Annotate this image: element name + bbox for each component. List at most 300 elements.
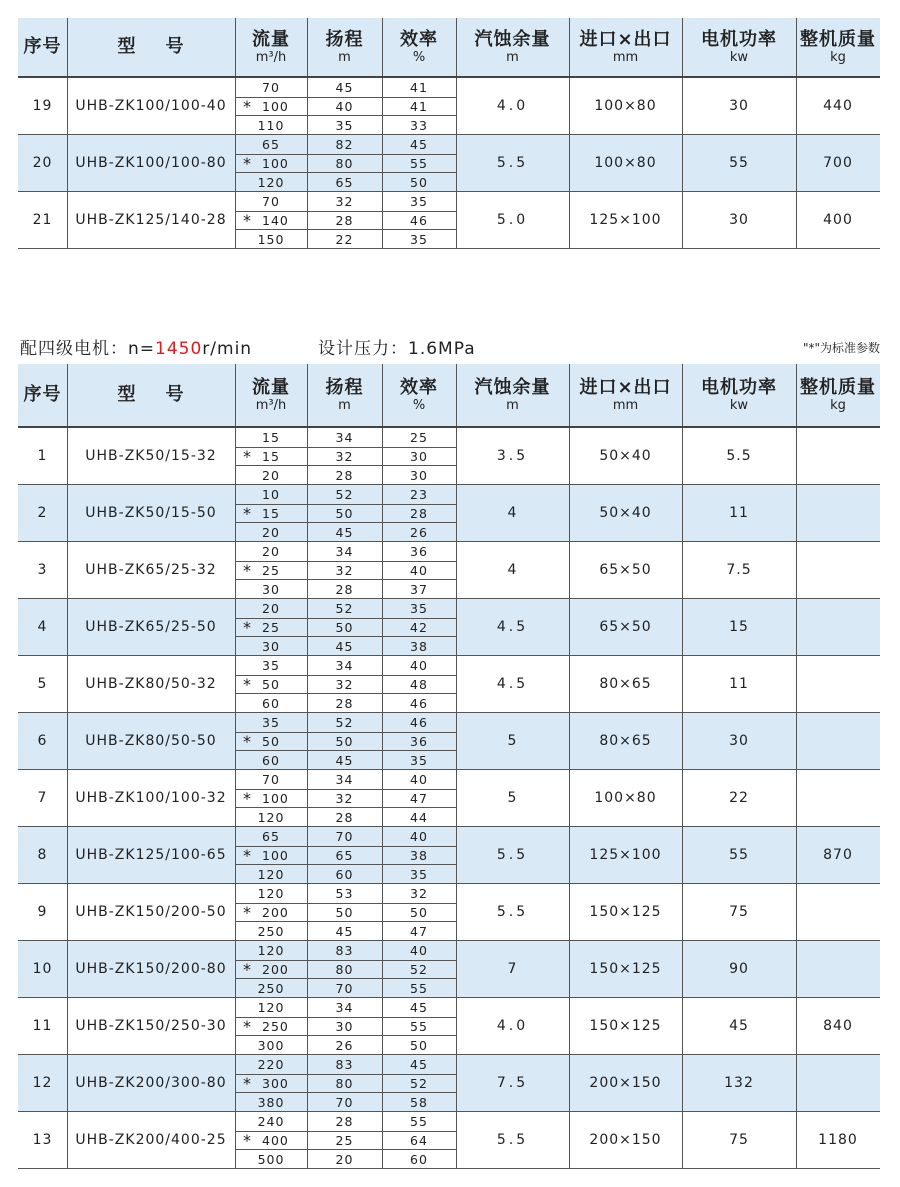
sub-eff-value: 64 [382,1131,456,1150]
sub-head-value: 32 [307,789,382,808]
cell-head [307,1055,382,1111]
sub-eff-value: 55 [410,981,428,996]
cell-head [307,884,382,940]
cell-inout: 100×80 [594,790,657,806]
flow-value: 100 [262,156,289,171]
sub-eff-value: 55 [410,1114,428,1129]
cell-npsh: 5.5 [496,1132,529,1148]
table-row [18,542,880,599]
cell-power: 7.5 [726,562,752,578]
cell-inout: 125×100 [589,212,662,228]
header-head [307,18,382,76]
sub-eff-value: 40 [382,561,456,580]
cell-seq: 4 [37,619,48,635]
sub-eff-value: 41 [410,80,428,95]
sub-flow-value [235,675,307,694]
sub-eff-value: 50 [382,903,456,922]
sub-head-value: 32 [307,447,382,466]
cell-model: UHB-ZK200/400-25 [75,1132,227,1148]
sub-flow-value: 30 [262,582,280,597]
cell-mass [796,941,880,997]
cell-inout: 100×80 [594,98,657,114]
cell-power: 55 [729,155,749,171]
sub-flow-value: 35 [262,715,280,730]
sub-head-value: 52 [335,601,354,616]
sub-eff-value: 40 [410,658,428,673]
cell-flow [235,135,307,191]
sub-flow-value: 120 [257,867,285,882]
sub-flow-value: 20 [262,544,280,559]
sub-head-value: 32 [307,675,382,694]
sub-head-value: 80 [307,1074,382,1093]
sub-flow-value [235,97,307,116]
sub-flow-value [235,447,307,466]
sub-head-value: 34 [335,1000,354,1015]
cell-flow [235,192,307,248]
cell-inout: 65×50 [599,619,652,635]
header-mass-unit: kg [830,49,846,65]
cell-npsh: 4 [507,505,518,521]
cell-mass [796,770,880,826]
sub-eff-value: 35 [410,867,428,882]
standard-marker: * [243,211,252,230]
sub-eff-value: 38 [410,639,428,654]
sub-flow-value: 65 [262,829,280,844]
sub-head-value: 50 [307,903,382,922]
cell-model: UHB-ZK150/250-30 [75,1018,227,1034]
cell-eff [382,713,456,769]
sub-flow-value: 35 [262,658,280,673]
cell-power: 45 [729,1018,749,1034]
table-row [18,827,880,884]
design-pressure-label: 设计压力：1.6MPa [318,339,476,359]
cell-mass [796,485,880,541]
sub-flow-value: 20 [262,468,280,483]
cell-head [307,192,382,248]
sub-eff-value: 44 [410,810,428,825]
header-head-label: 扬程 [325,376,364,398]
cell-power: 132 [724,1075,754,1091]
header-seq-label: 序号 [23,384,62,405]
standard-marker: * [243,903,252,922]
table-row [18,713,880,770]
sub-flow-value [235,154,307,173]
standard-marker: * [243,1131,252,1150]
sub-head-value: 45 [335,639,354,654]
cell-head [307,428,382,484]
cell-eff [382,827,456,883]
cell-power: 55 [729,847,749,863]
header-npsh-unit: m [506,397,519,413]
column-divider [456,18,457,76]
header-seq [18,18,67,76]
sub-flow-value [235,732,307,751]
sub-eff-value: 52 [382,960,456,979]
sub-flow-value [235,618,307,637]
cell-inout: 50×40 [599,505,652,521]
flow-value: 300 [262,1076,289,1091]
sub-flow-value: 250 [257,981,285,996]
standard-marker: * [243,789,252,808]
cell-eff [382,428,456,484]
cell-model: UHB-ZK100/100-80 [75,155,227,171]
cell-head [307,827,382,883]
table-row [18,192,880,249]
sub-flow-value [235,1017,307,1036]
table-row [18,884,880,941]
header-inout-label: 进口×出口 [579,376,672,398]
sub-head-value: 83 [335,1057,354,1072]
table-row [18,428,880,485]
header-npsh-label: 汽蚀余量 [474,376,551,398]
header-mass-unit: kg [830,397,846,413]
sub-eff-value: 46 [382,211,456,230]
sub-flow-value: 120 [257,1000,285,1015]
sub-head-value: 60 [335,867,354,882]
sub-flow-value: 220 [257,1057,285,1072]
sub-head-value: 40 [307,97,382,116]
cell-flow [235,428,307,484]
sub-head-value: 70 [335,1095,354,1110]
header-power [682,18,796,76]
cell-mass: 870 [823,847,853,863]
sub-head-value: 50 [307,732,382,751]
sub-eff-value: 47 [410,924,428,939]
sub-head-value: 53 [335,886,354,901]
cell-head [307,941,382,997]
cell-flow [235,941,307,997]
header-flow-unit: m³/h [255,397,287,413]
sub-head-value: 45 [335,80,354,95]
cell-npsh: 5 [507,790,518,806]
flow-value: 100 [262,848,289,863]
sub-head-value: 34 [335,772,354,787]
sub-flow-value: 380 [257,1095,285,1110]
column-divider [682,18,683,76]
cell-power: 75 [729,904,749,920]
header-seq [18,364,67,426]
table-header [18,364,880,428]
standard-marker: * [243,504,252,523]
sub-flow-value: 500 [257,1152,285,1167]
cell-seq: 21 [32,212,53,228]
cell-eff [382,998,456,1054]
header-mass-label: 整机质量 [800,28,876,50]
motor-prefix: 配四级电机：n= [20,339,156,359]
sub-flow-value [235,846,307,865]
sub-head-value: 22 [335,232,354,247]
sub-head-value: 80 [307,154,382,173]
cell-npsh: 7 [507,961,518,977]
cell-eff [382,192,456,248]
cell-head [307,998,382,1054]
sub-eff-value: 30 [410,468,428,483]
sub-head-value: 32 [307,561,382,580]
cell-flow [235,1112,307,1168]
cell-power: 15 [729,619,749,635]
cell-model: UHB-ZK200/300-80 [75,1075,227,1091]
cell-inout: 80×65 [599,676,652,692]
header-power-label: 电机功率 [701,28,777,50]
flow-value: 25 [262,620,280,635]
cell-head [307,1112,382,1168]
sub-flow-value [235,1131,307,1150]
header-seq-label: 序号 [23,36,62,57]
sub-flow-value: 70 [262,772,280,787]
cell-eff [382,1055,456,1111]
sub-head-value: 26 [335,1038,354,1053]
sub-head-value: 20 [335,1152,354,1167]
cell-power: 11 [729,505,749,521]
sub-flow-value: 10 [262,487,280,502]
standard-marker: * [243,1074,252,1093]
flow-value: 200 [262,962,289,977]
cell-mass: 1180 [818,1132,858,1148]
cell-model: UHB-ZK100/100-40 [75,98,227,114]
cell-power: 22 [729,790,749,806]
sub-head-value: 65 [307,846,382,865]
sub-head-value: 70 [335,829,354,844]
header-mass-label: 整机质量 [800,376,876,398]
cell-seq: 13 [32,1132,53,1148]
sub-flow-value: 60 [262,696,280,711]
header-flow-label: 流量 [252,376,290,398]
cell-model: UHB-ZK65/25-50 [85,619,217,635]
flow-value: 50 [262,734,280,749]
column-divider [569,364,570,426]
cell-seq: 9 [37,904,48,920]
sub-flow-value: 15 [262,430,280,445]
standard-marker: * [243,1017,252,1036]
header-eff-unit: % [412,397,426,413]
header-inout [569,364,682,426]
sub-flow-value: 120 [257,886,285,901]
cell-power: 30 [729,212,749,228]
motor-speed: 1450 [155,339,203,359]
header-flow-unit: m³/h [255,49,287,65]
header-eff-unit: % [412,49,426,65]
header-model-label: 型 号 [117,36,185,57]
cell-eff [382,1112,456,1168]
sub-eff-value: 35 [410,753,428,768]
sub-eff-value: 45 [410,137,428,152]
sub-eff-value: 45 [410,1000,428,1015]
sub-flow-value: 120 [257,943,285,958]
sub-eff-value: 25 [410,430,428,445]
sub-head-value: 45 [335,753,354,768]
header-head-unit: m [338,49,351,65]
header-flow-label: 流量 [252,28,290,50]
cell-npsh: 4.5 [496,619,529,635]
cell-power: 5.5 [726,448,752,464]
header-inout-unit: mm [612,397,639,413]
sub-flow-value: 70 [262,194,280,209]
sub-head-value: 28 [335,1114,354,1129]
sub-head-value: 28 [335,810,354,825]
header-head-label: 扬程 [325,28,364,50]
sub-eff-value: 48 [382,675,456,694]
column-divider [569,18,570,76]
table-row [18,135,880,192]
sub-flow-value: 300 [257,1038,285,1053]
sub-head-value: 34 [335,430,354,445]
cell-mass: 400 [823,212,853,228]
cell-model: UHB-ZK80/50-32 [85,676,217,692]
column-divider [682,364,683,426]
header-power-unit: kw [729,397,749,413]
cell-seq: 10 [32,961,53,977]
cell-seq: 19 [32,98,53,114]
header-npsh-label: 汽蚀余量 [474,28,551,50]
header-eff-label: 效率 [400,28,438,50]
column-divider [67,18,68,76]
sub-eff-value: 23 [410,487,428,502]
header-mass [796,18,880,76]
cell-seq: 6 [37,733,48,749]
standard-marker: * [243,732,252,751]
sub-head-value: 28 [335,696,354,711]
cell-model: UHB-ZK50/15-50 [85,505,217,521]
sub-eff-value: 40 [410,772,428,787]
sub-head-value: 82 [335,137,354,152]
sub-flow-value: 60 [262,753,280,768]
cell-model: UHB-ZK65/25-32 [85,562,217,578]
cell-npsh: 5.5 [496,155,529,171]
sub-eff-value: 52 [382,1074,456,1093]
sub-flow-value [235,903,307,922]
cell-eff [382,884,456,940]
sub-flow-value [235,561,307,580]
sub-head-value: 70 [335,981,354,996]
sub-eff-value: 46 [410,715,428,730]
header-flow [235,18,307,76]
cell-eff [382,78,456,134]
cell-head [307,485,382,541]
cell-inout: 80×65 [599,733,652,749]
sub-eff-value: 32 [410,886,428,901]
cell-inout: 125×100 [589,847,662,863]
table-row [18,770,880,827]
column-divider [382,18,383,76]
sub-flow-value: 70 [262,80,280,95]
header-model-label: 型 号 [117,384,185,405]
cell-power: 11 [729,676,749,692]
standard-marker: * [243,447,252,466]
cell-head [307,770,382,826]
flow-value: 25 [262,563,280,578]
cell-model: UHB-ZK150/200-80 [75,961,227,977]
cell-eff [382,656,456,712]
cell-flow [235,1055,307,1111]
header-inout-label: 进口×出口 [579,28,672,50]
flow-value: 250 [262,1019,289,1034]
table-row [18,656,880,713]
header-npsh-unit: m [506,49,519,65]
cell-eff [382,542,456,598]
sub-head-value: 65 [335,175,354,190]
cell-mass [796,884,880,940]
sub-flow-value: 150 [257,232,285,247]
column-divider [307,364,308,426]
column-divider [796,364,797,426]
cell-mass: 700 [823,155,853,171]
cell-npsh: 4.0 [496,98,529,114]
cell-mass [796,428,880,484]
cell-flow [235,884,307,940]
column-divider [796,18,797,76]
cell-seq: 8 [37,847,48,863]
sub-eff-value: 35 [410,601,428,616]
standard-marker: * [243,960,252,979]
header-power-label: 电机功率 [701,376,777,398]
sub-head-value: 52 [335,487,354,502]
sub-head-value: 83 [335,943,354,958]
sub-eff-value: 33 [410,118,428,133]
cell-inout: 200×150 [589,1075,662,1091]
table-row [18,1055,880,1112]
cell-power: 30 [729,733,749,749]
cell-eff [382,485,456,541]
sub-head-value: 80 [307,960,382,979]
sub-flow-value: 120 [257,810,285,825]
cell-mass: 440 [823,98,853,114]
cell-mass: 840 [823,1018,853,1034]
header-head [307,364,382,426]
table-header [18,18,880,78]
column-divider [235,364,236,426]
sub-flow-value [235,789,307,808]
sub-flow-value [235,1074,307,1093]
column-divider [456,364,457,426]
cell-power: 30 [729,98,749,114]
header-npsh [456,364,569,426]
cell-inout: 65×50 [599,562,652,578]
cell-power: 75 [729,1132,749,1148]
sub-flow-value [235,504,307,523]
sub-head-value: 34 [335,658,354,673]
sub-eff-value: 40 [410,829,428,844]
cell-seq: 3 [37,562,48,578]
header-head-unit: m [338,397,351,413]
cell-npsh: 5.5 [496,904,529,920]
sub-head-value: 50 [307,504,382,523]
header-model [67,18,235,76]
cell-mass [796,1055,880,1111]
header-inout [569,18,682,76]
sub-eff-value: 45 [410,1057,428,1072]
sub-head-value: 28 [335,582,354,597]
sub-eff-value: 50 [410,175,428,190]
standard-marker: * [243,561,252,580]
cell-head [307,542,382,598]
cell-eff [382,135,456,191]
sub-flow-value: 250 [257,924,285,939]
motor-speed-unit: r/min [202,339,253,359]
sub-eff-value: 41 [382,97,456,116]
sub-flow-value: 30 [262,639,280,654]
sub-head-value: 28 [335,468,354,483]
table-row [18,78,880,135]
cell-head [307,78,382,134]
cell-head [307,656,382,712]
column-divider [235,18,236,76]
sub-eff-value: 36 [382,732,456,751]
standard-marker: * [243,846,252,865]
sub-eff-value: 58 [410,1095,428,1110]
sub-head-value: 50 [307,618,382,637]
cell-model: UHB-ZK125/100-65 [75,847,227,863]
cell-npsh: 3.5 [496,448,529,464]
